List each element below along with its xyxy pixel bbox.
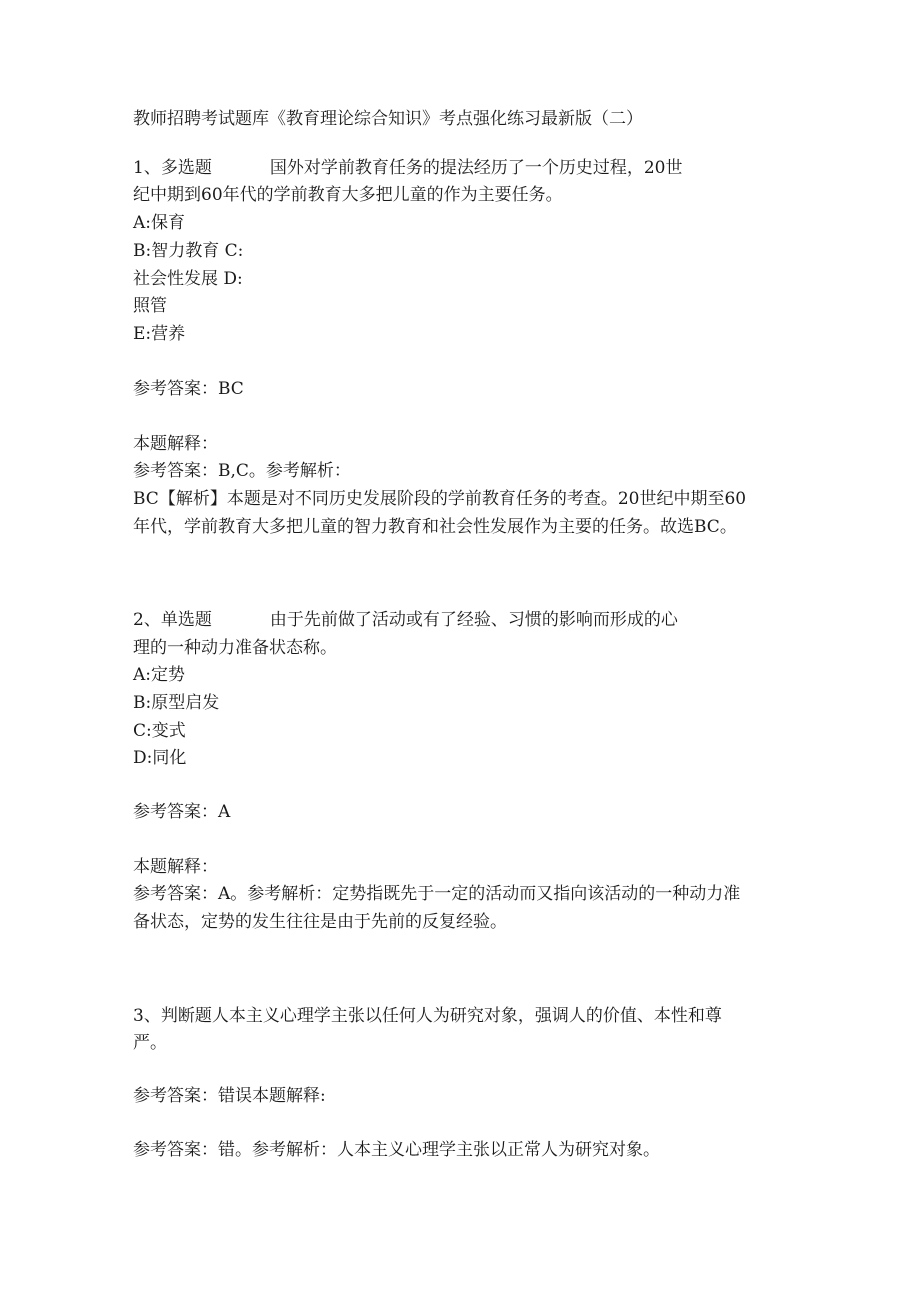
document-title: 教师招聘考试题库《教育理论综合知识》考点强化练习最新版（二） — [133, 109, 643, 129]
q1-option-b: B:智力教育 C: — [133, 241, 244, 261]
q1-number-type: 1、多选题 — [133, 158, 212, 178]
q1-stem-line-1 — [133, 156, 682, 180]
q2-stem-text: 由于先前做了活动或有了经验、习惯的影响而形成的心 — [269, 610, 678, 630]
q3-answer: 参考答案：错误本题解释: — [133, 1086, 326, 1106]
q1-option-e: E:营养 — [133, 324, 186, 344]
q2-option-a: A:定势 — [133, 665, 186, 685]
q3-stem-line-2: 严。 — [133, 1033, 167, 1053]
q1-explain-line-3: 年代，学前教育大多把儿童的智力教育和社会性发展作为主要的任务。故选BC。 — [133, 517, 737, 537]
q3-explain: 参考答案：错。参考解析：人本主义心理学主张以正常人为研究对象。 — [133, 1140, 660, 1160]
q2-option-d: D:同化 — [133, 748, 187, 768]
q1-explain-label: 本题解释： — [133, 434, 218, 454]
q1-answer: 参考答案：BC — [133, 379, 244, 399]
q2-explain-line-2: 备状态，定势的发生往往是由于先前的反复经验。 — [133, 912, 507, 932]
q2-explain-label: 本题解释： — [133, 857, 218, 877]
q2-stem-line-1 — [133, 608, 678, 632]
q1-option-d: 照管 — [133, 296, 167, 316]
q2-number-type: 2、单选题 — [133, 610, 212, 630]
q3-stem-line-1: 3、判断题人本主义心理学主张以任何人为研究对象，强调人的价值、本性和尊 — [133, 1006, 722, 1026]
q1-stem-text: 国外对学前教育任务的提法经历了一个历史过程，20世 — [269, 158, 683, 178]
q1-option-c: 社会性发展 D: — [133, 269, 243, 289]
q2-option-b: B:原型启发 — [133, 693, 220, 713]
q1-explain-line-1: 参考答案：B,C。参考解析： — [133, 461, 351, 481]
q2-answer: 参考答案：A — [133, 802, 231, 822]
q1-explain-line-2: BC【解析】本题是对不同历史发展阶段的学前教育任务的考查。20世纪中期至60 — [133, 489, 747, 509]
q1-option-a: A:保育 — [133, 213, 186, 233]
q2-explain-line-1: 参考答案：A。参考解析：定势指既先于一定的活动而又指向该活动的一种动力准 — [133, 884, 741, 904]
q2-stem-line-2: 理的一种动力准备状态称。 — [133, 638, 337, 658]
q2-option-c: C:变式 — [133, 721, 186, 741]
q1-stem-line-2: 纪中期到60年代的学前教育大多把儿童的作为主要任务。 — [133, 185, 563, 205]
